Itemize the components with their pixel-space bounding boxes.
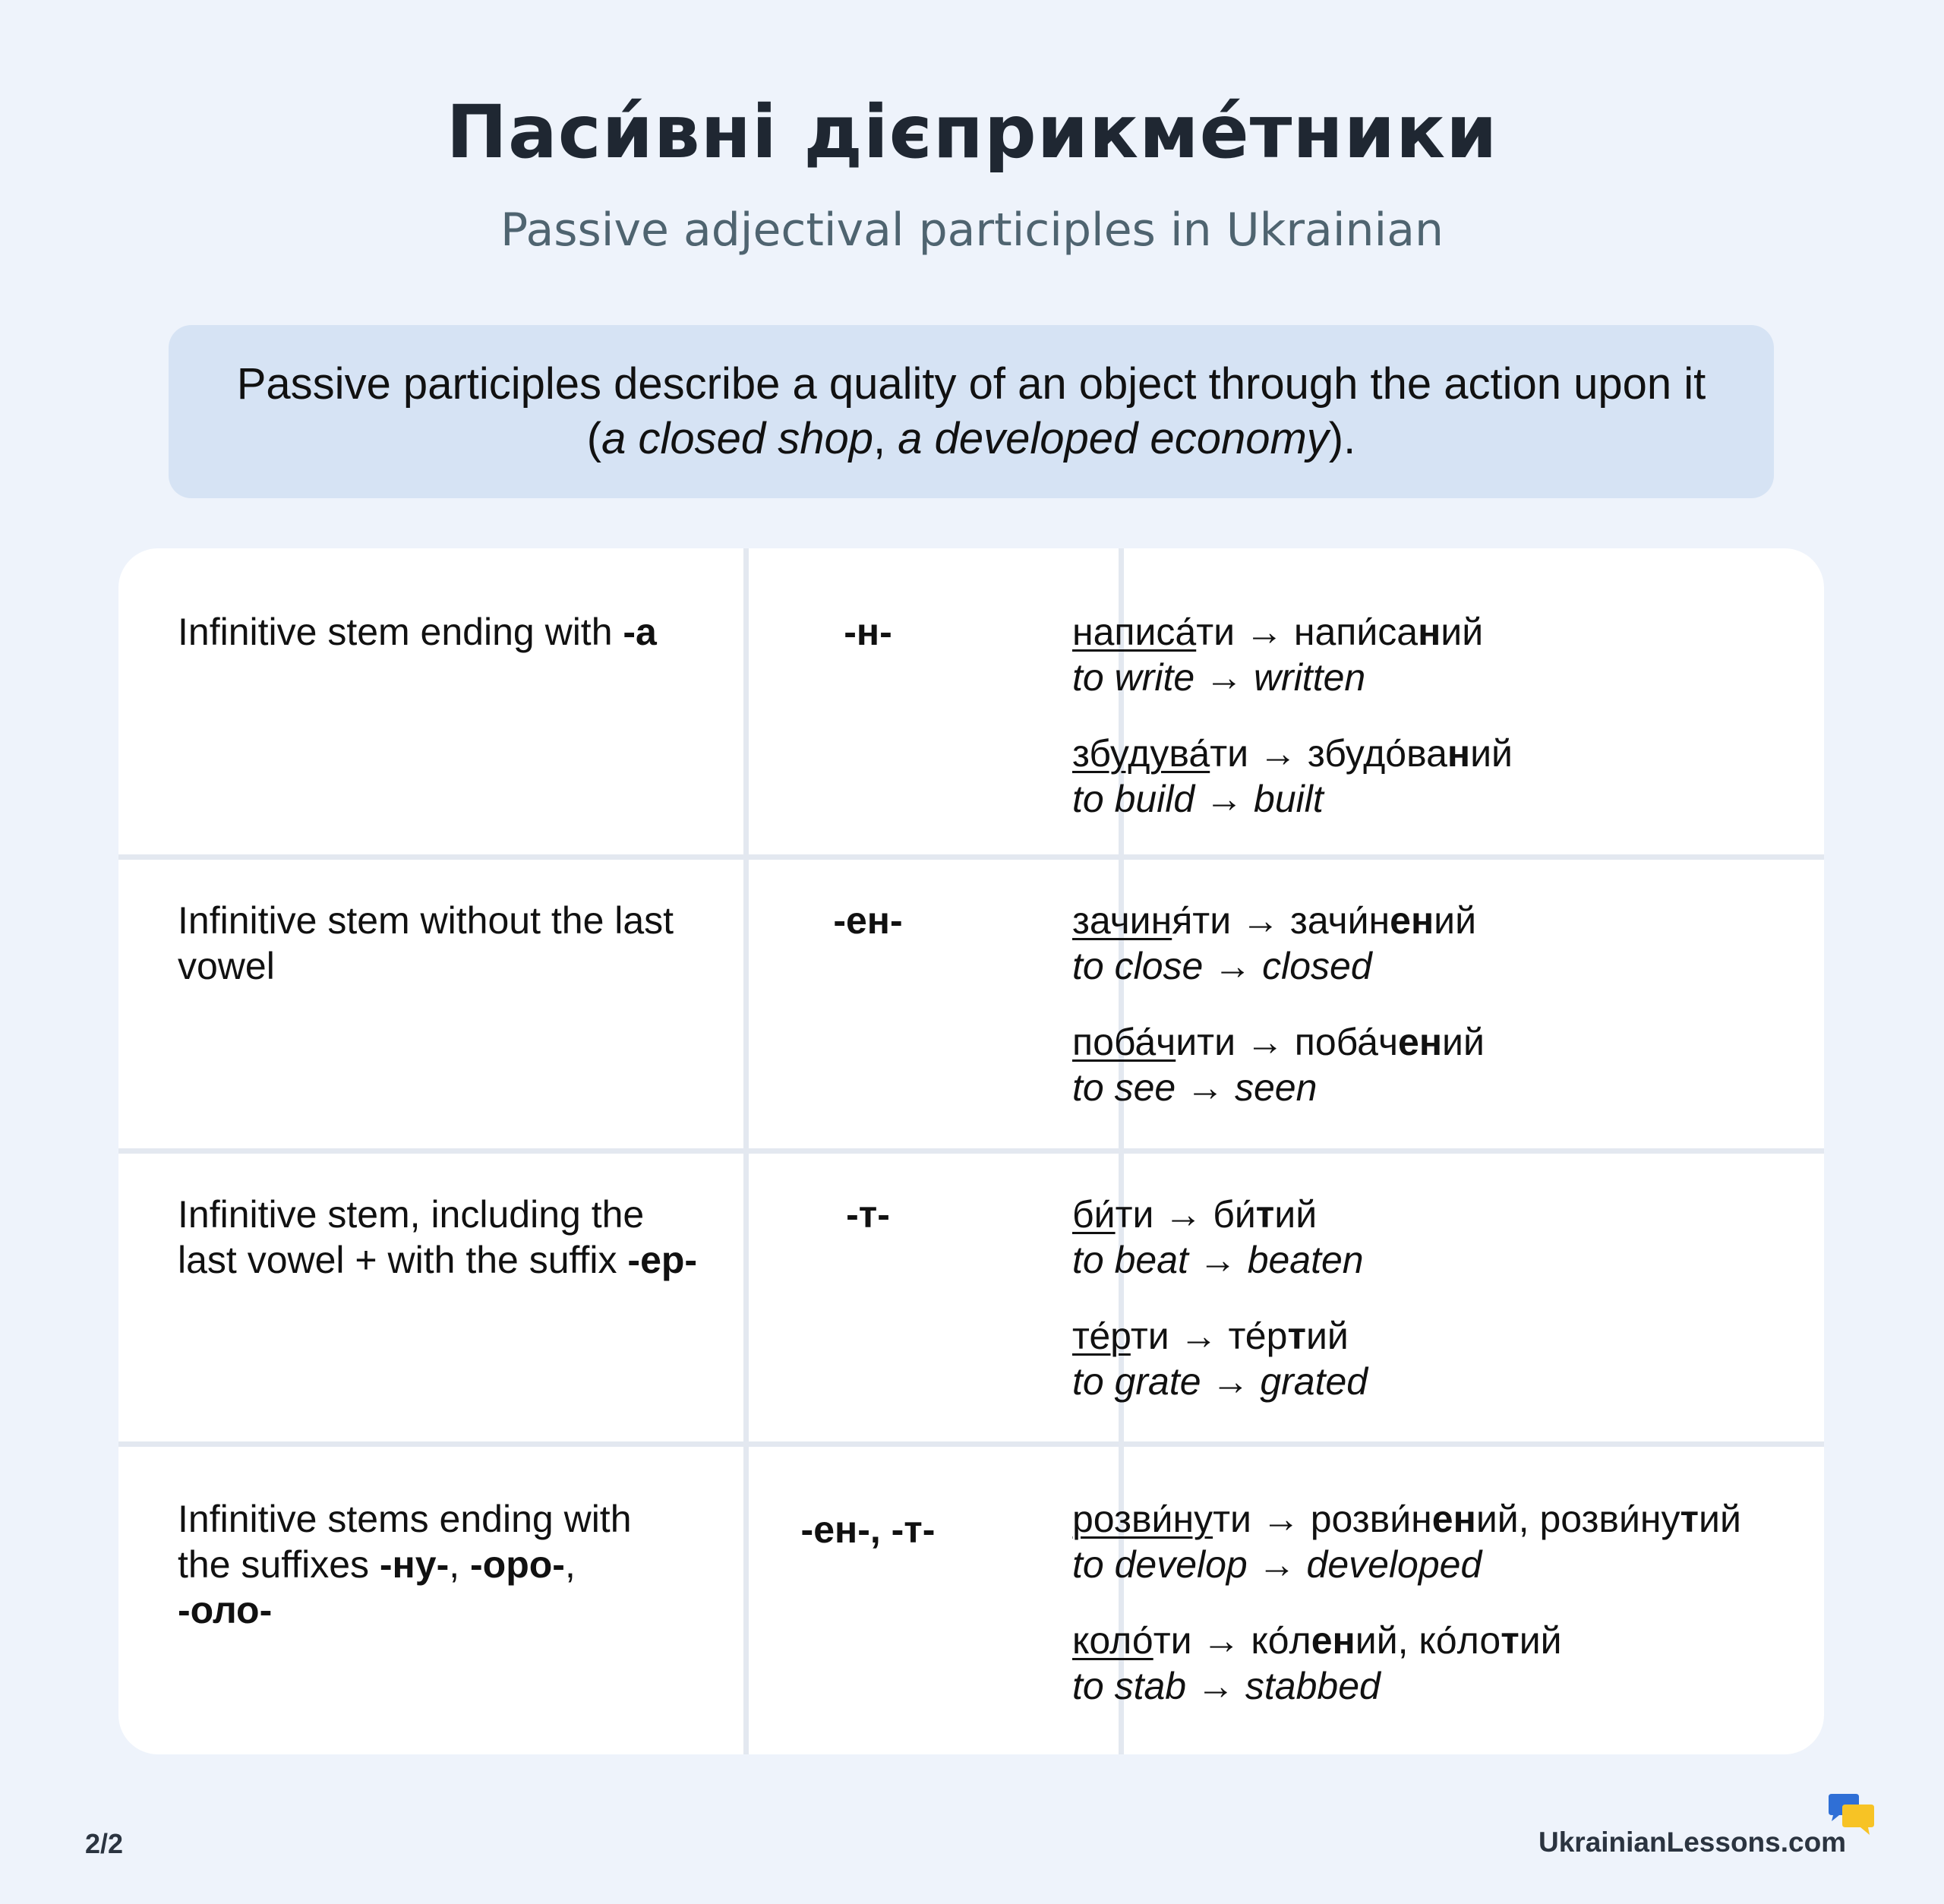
table-row-1-rule: Infinitive stem ending with -а [178, 611, 657, 653]
brand-link[interactable]: UkrainianLessons.com [1538, 1827, 1847, 1858]
table-row-3-examples [1072, 1192, 1801, 1404]
row-divider [118, 1148, 1824, 1154]
example-ukrainian: поба́чити → поба́чений [1072, 1021, 1485, 1063]
page-number: 2/2 [85, 1828, 124, 1859]
example-english: to close → closed [1072, 945, 1372, 987]
example-ukrainian: би́ти → би́тий [1072, 1193, 1318, 1236]
table-row-1-suffix: -н- [844, 611, 892, 653]
table-row-2-suffix: -ен- [833, 899, 903, 942]
example-ukrainian: збудува́ти → збудо́ваний [1072, 732, 1513, 775]
speech-bubbles-icon [1826, 1792, 1877, 1838]
definition-callout [169, 325, 1774, 498]
callout-line-1: Passive participles describe a quality of an object through the action upon it [236, 359, 1706, 409]
callout-line-2: (a closed shop, a developed economy). [586, 414, 1356, 463]
table-row-3-rule: Infinitive stem, including the last vowel + with the suffix -ер- [178, 1193, 698, 1281]
table-row-2-rule: Infinitive stem without the last vowel [178, 899, 674, 987]
row-divider [118, 854, 1824, 860]
example-english: to stab → stabbed [1072, 1665, 1381, 1707]
page-subtitle: Passive adjectival participles in Ukrainian [500, 204, 1444, 257]
table-row-4-suffix: -ен-, -т- [800, 1508, 936, 1551]
example-ukrainian: коло́ти → ко́лений, ко́лотий [1072, 1619, 1562, 1662]
example-english: to build → built [1072, 778, 1324, 820]
table-row-2-examples [1072, 898, 1801, 1110]
table-row-1-examples [1072, 609, 1801, 822]
participle-table [118, 548, 1824, 1754]
example-english: to write → written [1072, 656, 1366, 699]
table-row-4-examples [1072, 1496, 1801, 1709]
example-english: to grate → grated [1072, 1360, 1368, 1403]
row-divider [118, 1441, 1824, 1447]
callout-example-1: a closed shop [601, 414, 874, 463]
table-row-3-suffix: -т- [846, 1193, 890, 1236]
page-title: Паси́вні дієприкме́тники [446, 90, 1498, 175]
example-ukrainian: те́рти → те́ртий [1072, 1315, 1349, 1357]
example-english: to see → seen [1072, 1066, 1318, 1109]
example-ukrainian: зачиня́ти → зачи́нений [1072, 899, 1477, 942]
example-ukrainian: розви́нути → розви́нений, розви́нутий [1072, 1498, 1741, 1540]
callout-example-2: a developed economy [898, 414, 1329, 463]
example-english: to beat → beaten [1072, 1239, 1364, 1281]
table-row-4-rule: Infinitive stems ending with the suffixes -ну-, -оро-, -оло- [178, 1498, 632, 1631]
example-ukrainian: написа́ти → напи́саний [1072, 611, 1484, 653]
example-english: to develop → developed [1072, 1543, 1482, 1586]
